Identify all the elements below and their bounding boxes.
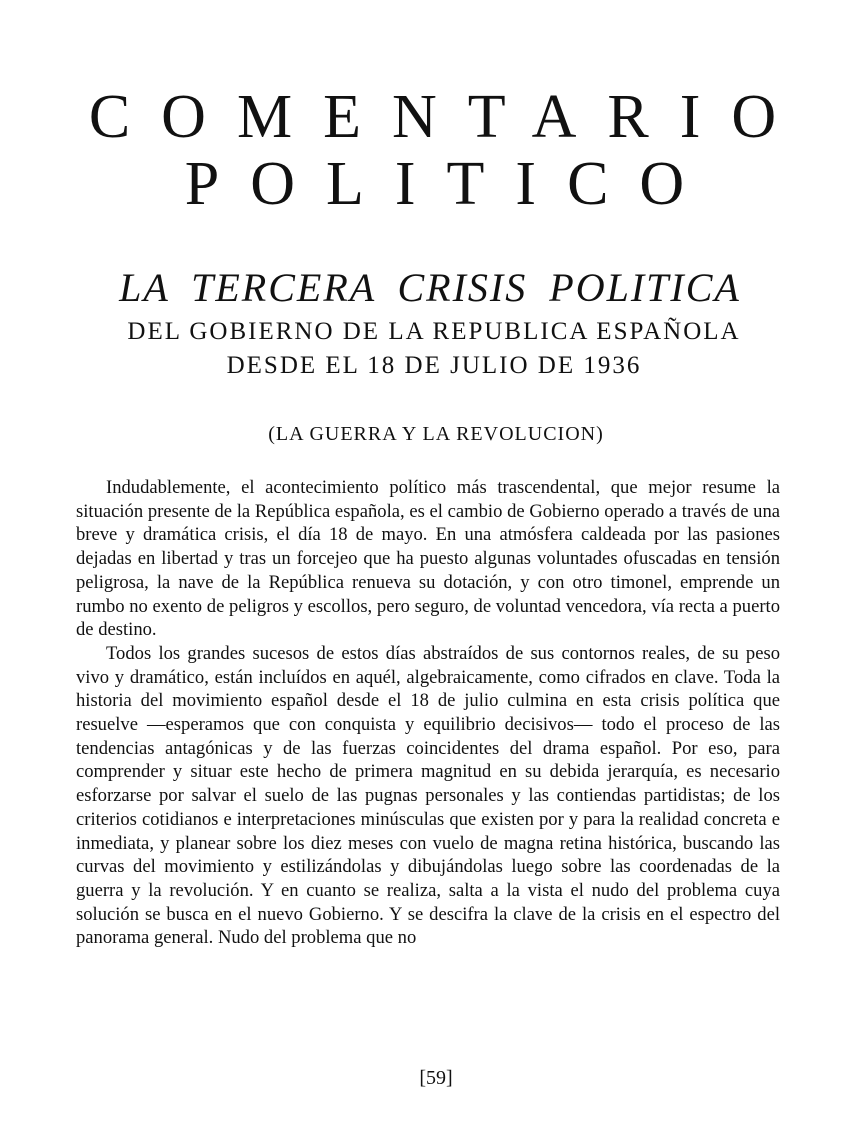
section-title-line-2: POLITICO — [184, 150, 716, 218]
paragraph: Indudablemente, el acontecimiento político más trascendental, que mejor resume la situación presente de la República española, es el cambio de Gobierno operado a través de una breve y dramática crisis, el día 18 de mayo. En una atmósfera caldeada por las pasiones dejadas en libertad y tras un forcejeo que ha puesto algunas voluntades ofuscadas en tensión peligrosa, la nave de la República renueva su dotación, y con otro timonel, emprende un rumbo no exento de peligros y escollos, pero seguro, de voluntad vencedora, vía recta a puerto de destino. — [76, 477, 780, 641]
article-subtitle-line-1: DEL GOBIERNO DE LA REPUBLICA ESPAÑOLA — [127, 318, 741, 345]
article-tagline: (LA GUERRA Y LA REVOLUCION) — [268, 423, 604, 445]
article-body — [76, 476, 780, 950]
section-title-line-1: COMENTARIO — [88, 83, 808, 151]
article-subtitle-line-2: DESDE EL 18 DE JULIO DE 1936 — [226, 352, 642, 379]
page-number: [59] — [419, 1067, 453, 1089]
article-title: LA TERCERA CRISIS POLITICA — [119, 265, 741, 310]
paragraph: Todos los grandes sucesos de estos días abstraídos de sus contornos reales, de su peso vivo y dramático, están incluídos en aquél, algebraicamente, como cifrados en clave. Toda la historia del movimiento español desde el 18 de julio culmina en esta crisis política que resuelve —esperamos que con conquista y equilibrio decisivos— todo el proceso de las tendencias antagónicas y de las fuerzas coincidentes del drama español. Por eso, para comprender y situar este hecho de primera magnitud en su debida jerarquía, es necesario esforzarse por salvar el suelo de las pugnas personales y las contiendas partidistas; de los criterios cotidianos e interpretaciones minúsculas que existen por y para la realidad concreta e inmediata, y planear sobre los diez meses con vuelo de magna retina histórica, buscando las curvas del movimiento y estilizándolas y dibujándolas luego sobre las coordenadas de la guerra y la revolución. Y en cuanto se realiza, salta a la vista el nudo del problema cuya solución se busca en el nuevo Gobierno. Y se descifra la clave de la crisis en el espectro del panorama general. Nudo del problema que no — [76, 642, 780, 949]
